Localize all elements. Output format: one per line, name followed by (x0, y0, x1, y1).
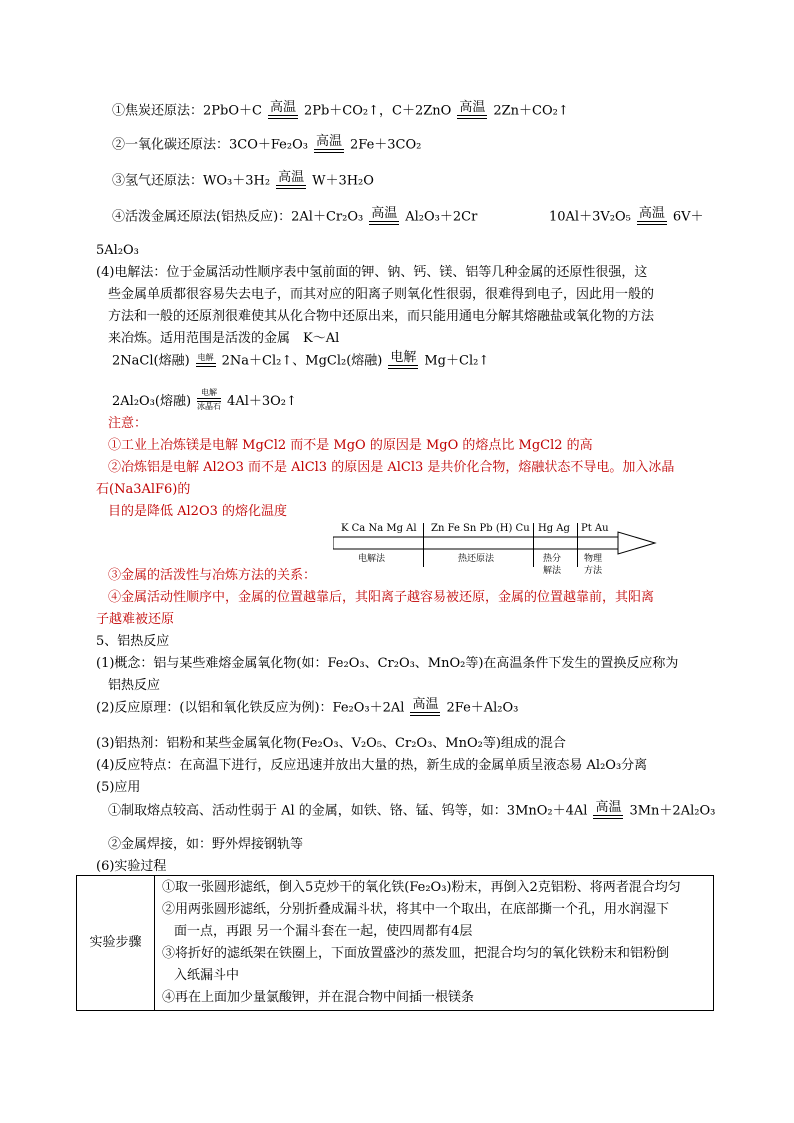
thermite-experiment-heading: (6)实验过程 (96, 859, 167, 874)
thermite-concept-cont: 铝热反应 (108, 678, 161, 693)
equation-text: Al₂O₃＋2Cr (405, 209, 478, 225)
scale-method-electrolysis: 电解法 (358, 554, 386, 564)
scale-label-thermal-decomposition-metals: Hg Ag (538, 523, 570, 534)
metal-activity-scale (333, 523, 658, 579)
reaction-arrow: 电解 (196, 353, 216, 370)
experiment-step-2-cont: 面一点，再跟 另一个漏斗套在一起，使四周都有4层 (174, 924, 473, 939)
reaction-arrow: 高温 (268, 100, 298, 122)
paragraph-electrolysis: (4)电解法：位于金属活动性顺序表中氢前面的钾、钠、钙、镁、铝等几种金属的还原性很强，这 (96, 265, 648, 280)
equation-text: 2Zn＋CO₂↑ (493, 103, 569, 119)
scale-divider (577, 523, 578, 567)
equation-text: 2Al₂O₃(熔融) (112, 394, 192, 409)
reaction-arrow: 高温 (637, 206, 667, 228)
thermite-agent: (3)铝热剂：铝粉和某些金属氧化物(Fe₂O₃、V₂O₅、Cr₂O₃、MnO₂等)组成的混合 (96, 736, 566, 751)
experiment-steps-table (76, 875, 714, 1011)
scale-method-physical: 物理 方法 (584, 554, 603, 576)
scale-divider (533, 523, 534, 567)
note-item-4-cont: 子越难被还原 (96, 612, 175, 627)
experiment-step-3-cont: 入纸漏斗中 (174, 968, 240, 983)
line-active-metal-reduction (112, 206, 477, 228)
scale-method-thermal-reduction: 热还原法 (458, 554, 495, 564)
reaction-arrow: 电解 (388, 350, 418, 372)
paragraph-line: 来冶炼。适用范围是活泼的金属 K～Al (108, 331, 340, 346)
experiment-step-3: ③将折好的滤纸架在铁圈上，下面放置盛沙的蒸发皿，把混合均匀的氧化铁粉末和铝粉倒 (162, 946, 670, 961)
equation-text: (2)反应原理：(以铝和氧化铁反应为例)：Fe₂O₃＋2Al (96, 700, 405, 716)
equation-text: ③氢气还原法：WO₃＋3H₂ (112, 173, 271, 189)
paragraph-line: 些金属单质都很容易失去电子，而其对应的阳离子则氧化性很弱，很难得到电子，因此用一般的 (108, 287, 655, 302)
thermite-application-2: ②金属焊接，如：野外焊接钢轨等 (108, 837, 304, 852)
thermite-features: (4)反应特点：在高温下进行，反应迅速并放出大量的热，新生成的金属单质呈液态易 Al₂O₃分离 (96, 758, 648, 773)
equation-text: ④活泼金属还原法(铝热反应)：2Al＋Cr₂O₃ (112, 209, 364, 225)
reaction-arrow: 高温 (314, 134, 344, 156)
equation-text: W＋3H₂O (312, 173, 374, 189)
note-item-4: ④金属活动性顺序中，金属的位置越靠后，其阳离子越容易被还原，金属的位置越靠前，其阳离 (108, 590, 655, 605)
note-item-3: ③金属的活泼性与冶炼方法的关系： (108, 568, 317, 583)
line-coke-reduction (112, 100, 569, 122)
equation-text: 2NaCl(熔融) (112, 353, 190, 369)
line-electrolysis-eq1 (112, 350, 489, 372)
equation-text: ②一氧化碳还原法：3CO＋Fe₂O₃ (112, 137, 308, 153)
note-item-2-cont: 目的是降低 Al2O3 的熔化温度 (108, 504, 288, 519)
note-item-2: ②冶炼铝是电解 Al2O3 而不是 AlCl3 的原因是 AlCl3 是共价化合物，熔融状态不导电。加入冰晶 (108, 460, 675, 475)
equation-text: 2Fe＋Al₂O₃ (446, 700, 519, 716)
note-heading: 注意： (108, 416, 148, 431)
thermite-concept: (1)概念：铝与某些难熔金属氧化物(如：Fe₂O₃、Cr₂O₃、MnO₂等)在高温条件下发生的置换反应称为 (96, 656, 679, 671)
scale-label-physical-metals: Pt Au (581, 523, 609, 534)
equation-text: 3Mn＋2Al₂O₃ (629, 803, 716, 819)
line-electrolysis-eq2 (112, 388, 297, 415)
scale-arrow-icon (333, 523, 658, 579)
reaction-arrow: 高温 (457, 100, 487, 122)
line-continuation: 5Al₂O₃ (96, 243, 139, 258)
reaction-arrow: 高温 (593, 800, 623, 822)
scale-divider (423, 523, 424, 567)
reaction-arrow: 高温 (276, 170, 306, 192)
equation-text: ①制取熔点较高、活动性弱于 Al 的金属，如铁、铬、锰、钨等，如：3MnO₂＋4Al (108, 803, 588, 819)
equation-text: ①焦炭还原法：2PbO＋C (112, 103, 262, 119)
experiment-step-1: ①取一张圆形滤纸，倒入5克炒干的氧化铁(Fe₂O₃)粉末，再倒入2克铝粉、将两者混合均匀 (162, 880, 681, 895)
paragraph-line: 方法和一般的还原剂很难使其从化合物中还原出来，而只能用通电分解其熔融盐或氧化物的方法 (108, 309, 655, 324)
thermite-applications: (5)应用 (96, 780, 141, 795)
line-h2-reduction (112, 170, 374, 192)
thermite-principle (96, 697, 518, 719)
table-header-steps: 实验步骤 (77, 876, 155, 1011)
reaction-arrow: 电解 冰晶石 (197, 388, 222, 411)
reaction-arrow: 高温 (410, 697, 440, 719)
equation-text: Mg＋Cl₂↑ (424, 353, 490, 369)
equation-text: 2Pb＋CO₂↑，C＋2ZnO (303, 103, 452, 119)
reaction-arrow: 高温 (369, 206, 399, 228)
experiment-step-2: ②用两张圆形滤纸，分别折叠成漏斗状，将其中一个取出，在底部撕一个孔，用水润湿下 (162, 902, 670, 917)
experiment-step-4: ④再在上面加少量氯酸钾，并在混合物中间插一根镁条 (162, 990, 475, 1005)
equation-text: 4Al＋3O₂↑ (227, 394, 297, 409)
scale-method-thermal-decomposition: 热分 解法 (543, 554, 562, 576)
scale-label-thermal-reduction-metals: Zn Fe Sn Pb (H) Cu (431, 523, 530, 534)
note-item-2-cont: 石(Na3AlF6)的 (96, 482, 191, 497)
table-steps-cell (155, 876, 714, 1011)
equation-text: 2Na＋Cl₂↑、MgCl₂(熔融) (221, 353, 383, 369)
thermite-application-1 (108, 800, 715, 822)
line-co-reduction (112, 134, 421, 156)
scale-label-electrolysis-metals: K Ca Na Mg Al (341, 523, 417, 534)
line-vanadium-reaction (549, 206, 704, 228)
section-heading-thermite: 5、铝热反应 (96, 634, 170, 649)
note-item-1: ①工业上冶炼镁是电解 MgCl2 而不是 MgO 的原因是 MgO 的熔点比 MgCl2 的高 (108, 438, 593, 453)
equation-text: 2Fe＋3CO₂ (349, 137, 422, 153)
equation-text: 6V＋ (672, 209, 704, 225)
equation-text: 10Al＋3V₂O₅ (549, 209, 631, 225)
